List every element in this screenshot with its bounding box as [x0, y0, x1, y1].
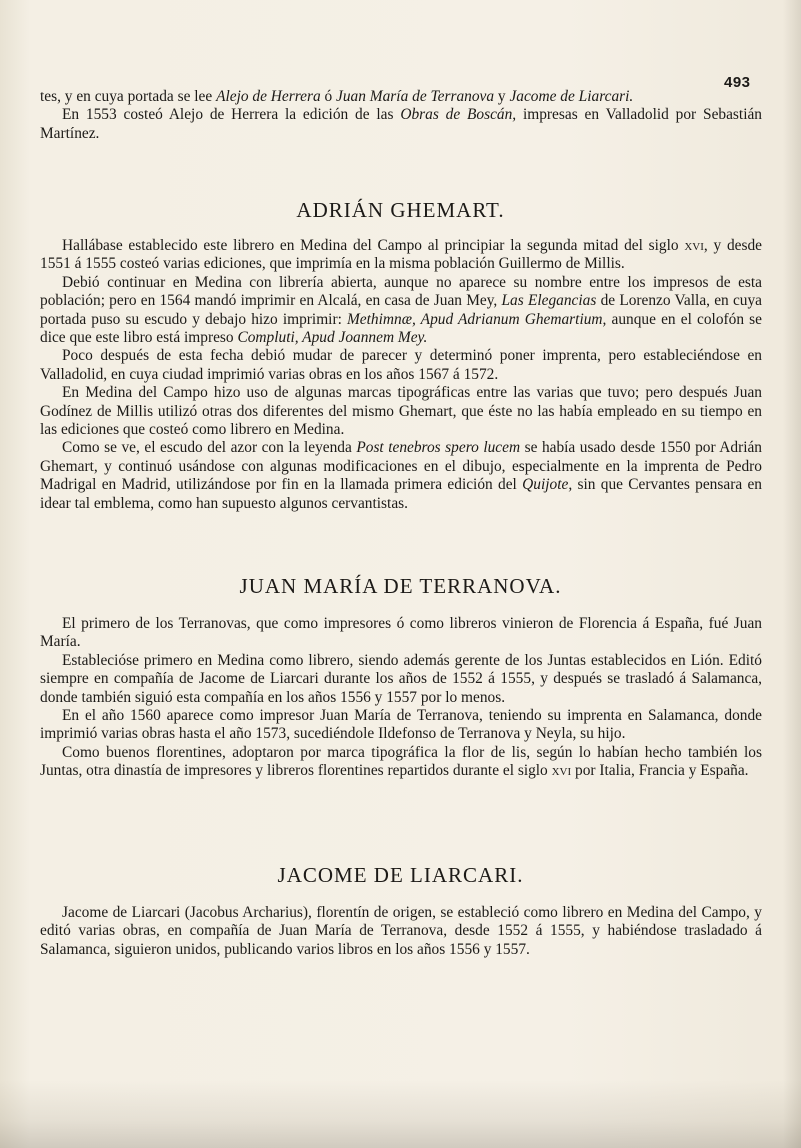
section-heading-jacome-de-liarcari: JACOME DE LIARCARI.	[277, 863, 524, 887]
section-heading-juan-maria-de-terranova: JUAN MARÍA DE TERRANOVA.	[239, 574, 562, 598]
adrian-paragraph-5: Como se ve, el escudo del azor con la leyenda Post tenebros spero lucem se había usado desde 1550 por Adrián Ghemart, y continuó usándose con algunas modificaciones en el dibujo, especialmente en la imprenta de Pedro Madrigal en Madrid, utilizándose por fin en la llamada primera edición del Quijote, sin que Cervantes pensara en idear tal emblema, como han supuesto algunos cervantistas.	[40, 439, 762, 512]
section-body-adrian-ghemart	[40, 237, 762, 513]
adrian-paragraph-2: Debió continuar en Medina con librería abierta, aunque no aparece su nombre entre los impresos de esta población; pero en 1564 mandó imprimir en Alcalá, en casa de Juan Mey, Las Elegancias de Lorenzo Valla, en cuya portada puso su escudo y debajo hizo imprimir: Methimnæ, Apud Adrianum Ghemartium, aunque en el colofón se dice que este libro está impreso Compluti, Apud Joannem Mey.	[40, 273, 762, 347]
section-body-jacome-de-liarcari	[40, 904, 762, 959]
intro-paragraph-1: tes, y en cuya portada se lee Alejo de Herrera ó Juan María de Terranova y Jacome de Liarcari.	[40, 88, 634, 105]
juan-paragraph-1: El primero de los Terranovas, que como impresores ó como libreros vinieron de Florencia á España, fué Juan María.	[40, 615, 762, 651]
page-shadow-bottom	[0, 1080, 801, 1148]
intro-block	[40, 88, 762, 143]
jacome-paragraph-1: Jacome de Liarcari (Jacobus Archarius), florentín de origen, se estableció como librero en Medina del Campo, y editó varias obras, en compañía de Juan María de Terranova, desde 1552 á 1555, y habiéndose trasladado á Salamanca, siguieron unidos, publicando varios libros en los años 1556 y 1557.	[40, 904, 762, 958]
juan-paragraph-2: Establecióse primero en Medina como librero, siendo además gerente de los Juntas establecidos en Lión. Editó siempre en compañía de Jacome de Liarcari durante los años de 1552 á 1555, y después se trasladó á Salamanca, donde también siguió esta compañía en los años 1556 y 1557 por lo menos.	[40, 651, 762, 706]
adrian-paragraph-3: Poco después de esta fecha debió mudar de parecer y determinó poner imprenta, pero estableciéndose en Valladolid, en cuya ciudad imprimió varias obras en los años 1567 á 1572.	[40, 347, 762, 383]
adrian-paragraph-4: En Medina del Campo hizo uso de algunas marcas tipográficas entre las varias que tuvo; pero después Juan Godínez de Millis utilizó otras dos diferentes del mismo Ghemart, que éste no las había empleado en su tiempo en las ediciones que costeó como librero en Medina.	[40, 384, 762, 439]
juan-paragraph-3: En el año 1560 aparece como impresor Juan María de Terranova, teniendo su imprenta en Salamanca, donde imprimió varias obras hasta el año 1573, sucediéndole Ildefonso de Terranova y Neyla, su hijo.	[40, 707, 762, 743]
intro-paragraph-2: En 1553 costeó Alejo de Herrera la edición de las Obras de Boscán, impresas en Valladolid por Sebastián Martínez.	[40, 106, 762, 142]
page-number: 493	[724, 74, 751, 91]
section-body-juan-maria-de-terranova	[40, 615, 762, 781]
section-heading-adrian-ghemart: ADRIÁN GHEMART.	[296, 198, 505, 222]
juan-paragraph-4: Como buenos florentines, adoptaron por marca tipográfica la flor de lis, según lo habían hecho también los Juntas, otra dinastía de impresores y libreros florentines repartidos durante el siglo xvi por Italia, Francia y España.	[40, 743, 762, 780]
adrian-paragraph-1: Hallábase establecido este librero en Medina del Campo al principiar la segunda mitad del siglo xvi, y desde 1551 á 1555 costeó varias ediciones, que imprimía en la misma población Guillermo de Millis.	[40, 237, 762, 273]
